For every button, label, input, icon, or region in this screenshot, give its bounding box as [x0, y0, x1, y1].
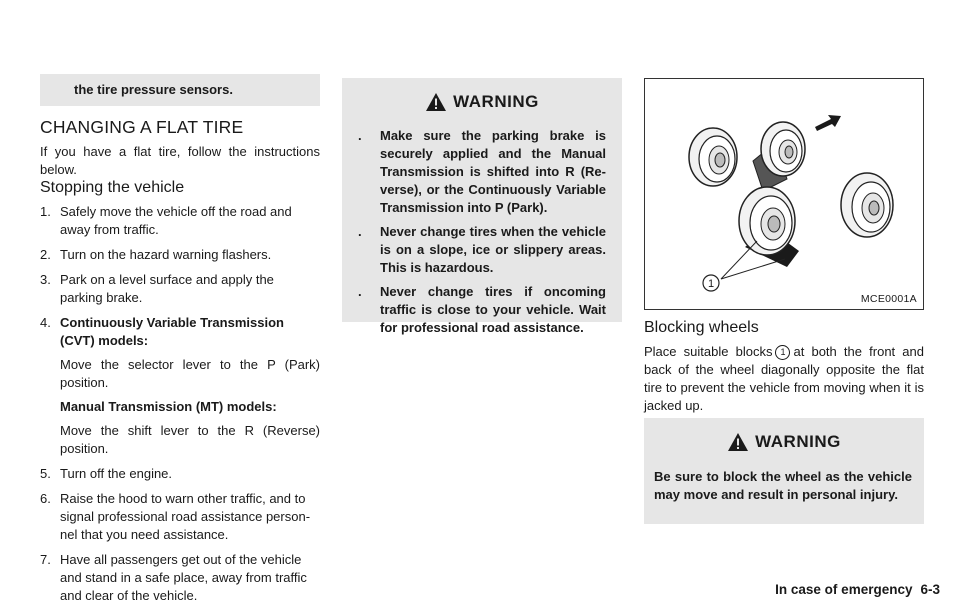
- steps-list: [40, 203, 320, 612]
- step-item: [40, 203, 320, 239]
- section-title: CHANGING A FLAT TIRE: [40, 117, 244, 137]
- warning-header: [342, 90, 622, 114]
- subsection-title: Blocking wheels: [644, 319, 759, 336]
- bullet: .: [358, 224, 362, 239]
- text-segment: at both the front and back of the wheel diagonally opposite the flat tire to prevent the vehicle from moving when it is jacked up.: [644, 344, 924, 413]
- step-number: 3.: [40, 272, 51, 287]
- warning-text: Be sure to block the wheel as the vehicle may move and result in personal injury.: [654, 469, 912, 502]
- warning-item: [342, 283, 606, 337]
- warning-header: [644, 430, 924, 454]
- step-text: Safely move the vehicle off the road and away from traffic.: [60, 204, 292, 237]
- step-number: 5.: [40, 466, 51, 481]
- step-heading: Continuously Variable Transmission (CVT) models:: [60, 315, 284, 348]
- warning-triangle-icon: [727, 432, 749, 452]
- tire-illustration: [689, 128, 737, 186]
- text-segment: Place suitable blocks: [644, 344, 773, 359]
- bullet: .: [358, 284, 362, 299]
- bullet: .: [358, 128, 362, 143]
- warning-item: [342, 223, 606, 277]
- warning-title: WARNING: [453, 92, 539, 111]
- step-text: Move the shift lever to the R (Reverse) position.: [60, 423, 320, 456]
- step-text: Raise the hood to warn other traffic, and to signal professional road assistance person-nel that you need assistance.: [60, 491, 311, 542]
- step-text: Park on a level surface and apply the parking brake.: [60, 272, 274, 305]
- tire-illustration: [753, 122, 805, 191]
- step-item: [40, 271, 320, 307]
- step-heading: Manual Transmission (MT) models:: [60, 399, 277, 414]
- warning-text: Never change tires when the vehicle is on a slope, ice or slippery areas. This is hazardous.: [380, 224, 606, 275]
- figure-code: MCE0001A: [860, 293, 917, 305]
- chapter-name: In case of emergency: [775, 582, 913, 597]
- page-number: 6-3: [920, 582, 940, 597]
- step-text: Have all passengers get out of the vehicle and stand in a safe place, away from traffic and clear of the vehicle.: [60, 552, 307, 603]
- warning-text: Make sure the parking brake is securely applied and the Manual Transmission is shifted into R (Re-verse), or the Continuously Variable Transmission into P (Park).: [380, 128, 606, 215]
- step-number: 6.: [40, 491, 51, 506]
- subsection-title: Stopping the vehicle: [40, 179, 185, 196]
- step-number: 4.: [40, 315, 51, 330]
- step-number: 7.: [40, 552, 51, 567]
- continued-note: the tire pressure sensors.: [40, 74, 320, 106]
- warning-item: [342, 127, 606, 217]
- wheel-blocks-illustration: [645, 79, 923, 309]
- step-text: Turn on the hazard warning flashers.: [60, 247, 272, 262]
- warning-text: Never change tires if oncoming traffic is close to your vehicle. Wait for professional road assistance.: [380, 284, 606, 335]
- arrow-icon: [815, 115, 841, 131]
- step-text: Turn off the engine.: [60, 466, 173, 481]
- blocking-wheels-text: [644, 343, 924, 415]
- step-item: [40, 314, 320, 458]
- figure-callout-label: 1: [707, 278, 715, 290]
- callout-marker: 1: [775, 345, 790, 360]
- step-item: [40, 465, 320, 483]
- tire-illustration: [739, 187, 799, 267]
- step-number: 2.: [40, 247, 51, 262]
- warning-list: [342, 127, 622, 343]
- warning-box: [644, 418, 924, 524]
- warning-triangle-icon: [425, 92, 447, 112]
- tire-illustration: [841, 173, 893, 237]
- step-number: 1.: [40, 204, 51, 219]
- wheel-blocks-figure: [644, 78, 924, 310]
- page-footer: [775, 582, 940, 597]
- intro-text: If you have a flat tire, follow the instructions below.: [40, 144, 320, 177]
- warning-title: WARNING: [755, 432, 841, 451]
- step-text: Move the selector lever to the P (Park) position.: [60, 357, 320, 390]
- step-item: [40, 246, 320, 264]
- step-item: [40, 551, 320, 605]
- warning-box: [342, 78, 622, 335]
- step-item: [40, 490, 320, 544]
